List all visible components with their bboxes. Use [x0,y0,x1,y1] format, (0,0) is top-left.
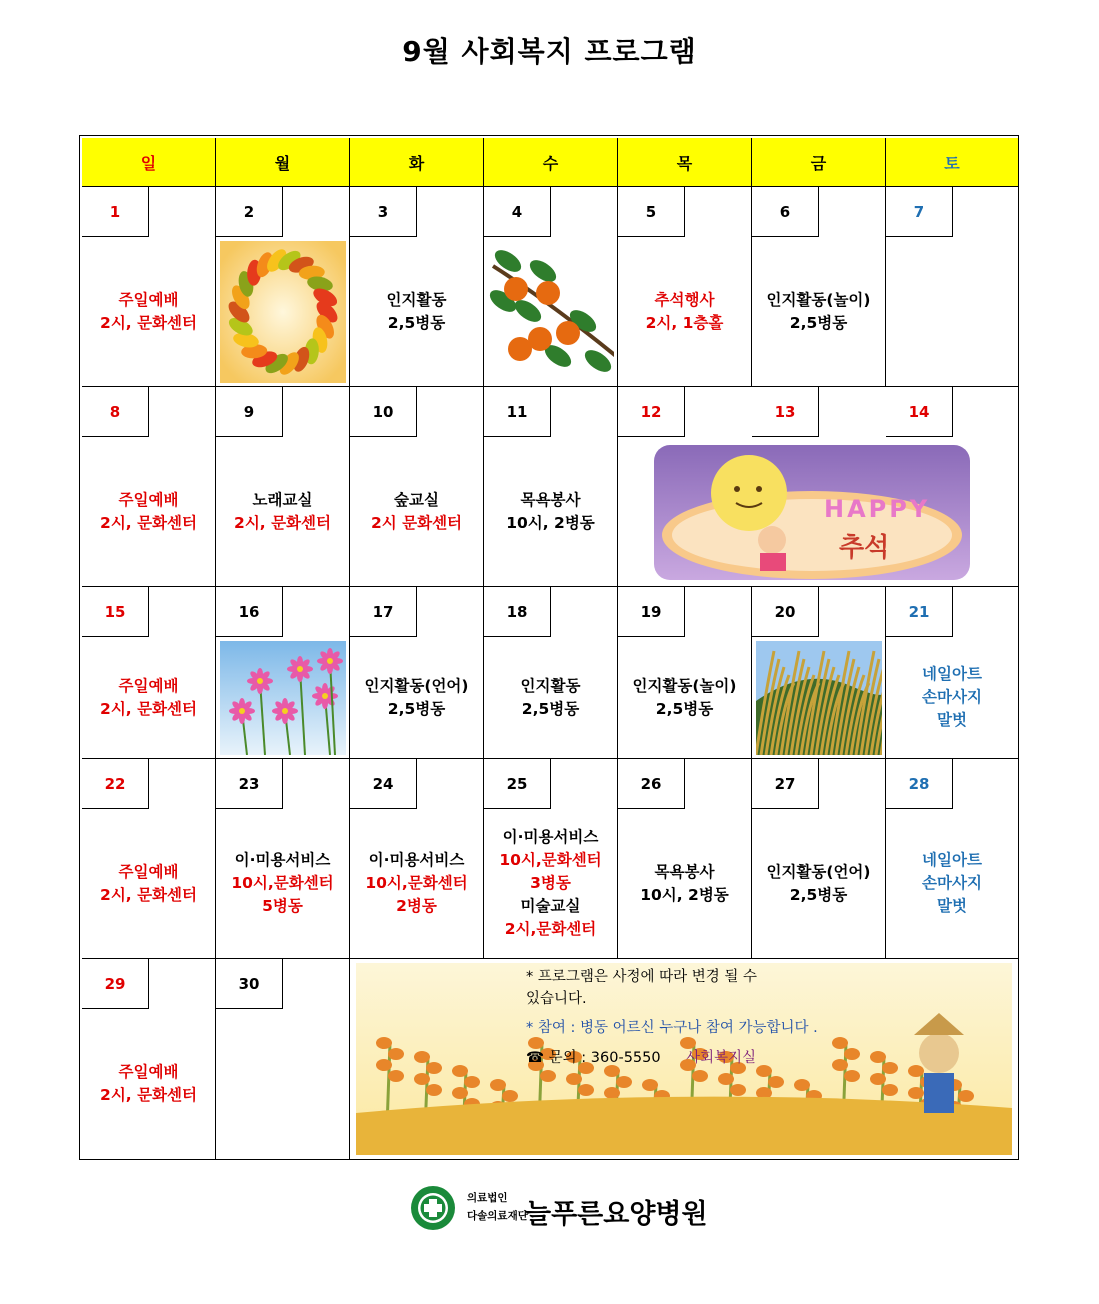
event-line: 주일예배 [118,490,179,509]
event-line: 말벗 [937,711,967,729]
day-events [216,809,349,958]
event-line: 2,5병동 [387,313,446,332]
day-number: 25 [484,759,551,809]
day-number: 24 [350,759,417,809]
event-line: 인지활동(언어) [364,676,469,695]
day-events [484,637,617,758]
day-events [82,437,215,586]
banner-happy-text: HAPPY [824,495,931,523]
footer-org-line2: 다솔의료재단 [467,1210,528,1222]
event-line: 인지활동(언어) [766,862,871,881]
day-cell [216,959,350,1159]
calendar [79,135,1019,1160]
day-cell [82,387,216,587]
event-line: 주일예배 [118,1063,179,1081]
day-cell [82,759,216,959]
day-number: 9 [216,387,283,437]
weekday-header: 금 [752,138,886,187]
day-number: 6 [752,187,819,237]
hospital-logo-icon [410,1185,456,1231]
day-number: 4 [484,187,551,237]
day-cell [752,587,886,759]
day-number: 18 [484,587,551,637]
day-events [350,237,483,386]
day-cell [752,187,886,387]
event-line: 목욕봉사 [654,862,715,881]
event-line: 2시, 문화센터 [100,313,197,332]
day-events [350,809,483,958]
day-events [618,809,751,958]
day-number: 13 [752,387,819,437]
footer-org-line1: 의료법인 [467,1192,508,1204]
day-number: 22 [82,759,149,809]
day-cell [484,587,618,759]
chuseok-banner-image [654,445,970,580]
event-line: 목욕봉사 [520,490,581,509]
event-line: 네일아트 [922,851,982,869]
day-number: 29 [82,959,149,1009]
calendar-grid [82,138,1016,1157]
day-cell [886,587,1018,759]
event-line: 5병동 [262,897,303,915]
event-line: 노래교실 [252,490,313,509]
day-number: 11 [484,387,551,437]
day-cell [618,187,752,387]
day-cell [350,759,484,959]
event-line: 주일예배 [118,676,179,695]
day-events [752,237,885,386]
event-line: 손마사지 [922,874,982,892]
day-cell [82,187,216,387]
note-change-notice-cont: 있습니다. [526,991,587,1007]
day-events [484,809,617,958]
day-events [216,437,349,586]
event-line: 10시,문화센터 [365,874,468,892]
day-events [618,237,751,386]
event-line: 10시, 2병동 [506,513,595,532]
day-cell [618,759,752,959]
event-line: 2시, 문화센터 [234,513,331,532]
event-line: 인지활동 [386,290,447,309]
day-number: 28 [886,759,953,809]
event-line: 이·미용서비스 [368,851,465,869]
day-number: 12 [618,387,685,437]
event-line: 추석행사 [654,290,715,309]
event-line: 2시, 문화센터 [100,513,197,532]
event-line: 2시 문화센터 [370,513,463,532]
day-number: 27 [752,759,819,809]
day-number: 1 [82,187,149,237]
day-cell [82,587,216,759]
day-events [886,237,1018,386]
day-number: 7 [886,187,953,237]
day-events [752,809,885,958]
event-line: 숲교실 [394,490,439,509]
day-events [886,809,1018,958]
event-line: 미술교실 [520,897,581,915]
day-cell [82,959,216,1159]
event-line: 2시,문화센터 [504,920,597,938]
rice-field-image [756,641,882,755]
day-events [886,637,1018,758]
day-cell [886,187,1018,387]
event-line: 손마사지 [922,688,982,706]
day-cell [484,759,618,959]
day-number: 21 [886,587,953,637]
day-number: 19 [618,587,685,637]
day-cell [350,387,484,587]
day-cell [752,759,886,959]
event-line: 10시,문화센터 [499,851,602,869]
note-contact-dept: 사회복지실 [686,1050,757,1066]
day-cell [886,759,1018,959]
event-line: 주일예배 [118,290,179,309]
day-number: 23 [216,759,283,809]
day-number: 26 [618,759,685,809]
day-events [484,437,617,586]
day-cell [484,187,618,387]
day-number: 16 [216,587,283,637]
day-number: 30 [216,959,283,1009]
notes-panel [350,959,1018,1159]
event-line: 2,5병동 [655,699,714,718]
event-line: 이·미용서비스 [502,828,599,846]
day-number: 3 [350,187,417,237]
day-events [350,437,483,586]
day-events [82,1009,215,1159]
banner-chuseok-text: 추석 [839,533,890,563]
event-line: 2시, 문화센터 [100,1086,197,1104]
page-title: 9월 사회복지 프로그램 [402,35,697,68]
event-line: 네일아트 [922,665,982,683]
weekday-header: 목 [618,138,752,187]
day-cell [216,587,350,759]
event-line: 말벗 [937,897,967,915]
day-number: 8 [82,387,149,437]
day-cell [350,587,484,759]
hospital-name: 늘푸른요양병원 [525,1199,708,1230]
note-contact-phone: ☎ 문의 : 360-5550 [526,1050,661,1066]
event-line: 10시, 2병동 [640,885,729,904]
weekday-header: 화 [350,138,484,187]
event-line: 2시, 문화센터 [100,885,197,904]
day-cell [216,387,350,587]
day-events [82,637,215,758]
event-line: 주일예배 [118,862,179,881]
day-events [216,1009,349,1159]
day-number: 17 [350,587,417,637]
day-cell [216,187,350,387]
day-events [618,637,751,758]
weekday-header: 토 [886,138,1018,187]
day-number: 14 [886,387,953,437]
event-line: 인지활동 [520,676,581,695]
weekday-header: 수 [484,138,618,187]
event-line: 인지활동(놀이) [632,676,737,695]
event-line: 2,5병동 [387,699,446,718]
weekday-header: 월 [216,138,350,187]
day-events [82,237,215,386]
persimmon-branch-image [488,241,614,383]
day-number: 5 [618,187,685,237]
event-line: 2시, 문화센터 [100,699,197,718]
weekday-header: 일 [82,138,216,187]
event-line: 이·미용서비스 [234,851,331,869]
event-line: 2,5병동 [789,313,848,332]
day-events [350,637,483,758]
day-number: 20 [752,587,819,637]
day-cell [484,387,618,587]
day-cell [350,187,484,387]
day-number: 10 [350,387,417,437]
day-events [82,809,215,958]
event-line: 2,5병동 [789,885,848,904]
event-line: 2,5병동 [521,699,580,718]
event-line: 인지활동(놀이) [766,290,871,309]
note-participation: * 참여 : 병동 어르신 누구나 참여 가능합니다 . [526,1020,818,1036]
note-change-notice: * 프로그램은 사정에 따라 변경 될 수 [526,969,758,985]
event-line: 3병동 [530,874,571,892]
cosmos-flowers-image [220,641,346,755]
day-number: 2 [216,187,283,237]
day-cell [216,759,350,959]
autumn-leaf-wreath-image [220,241,346,383]
day-cell [618,587,752,759]
day-number: 15 [82,587,149,637]
event-line: 2시, 1층홀 [645,313,724,332]
event-line: 2병동 [396,897,437,915]
event-line: 10시,문화센터 [231,874,334,892]
